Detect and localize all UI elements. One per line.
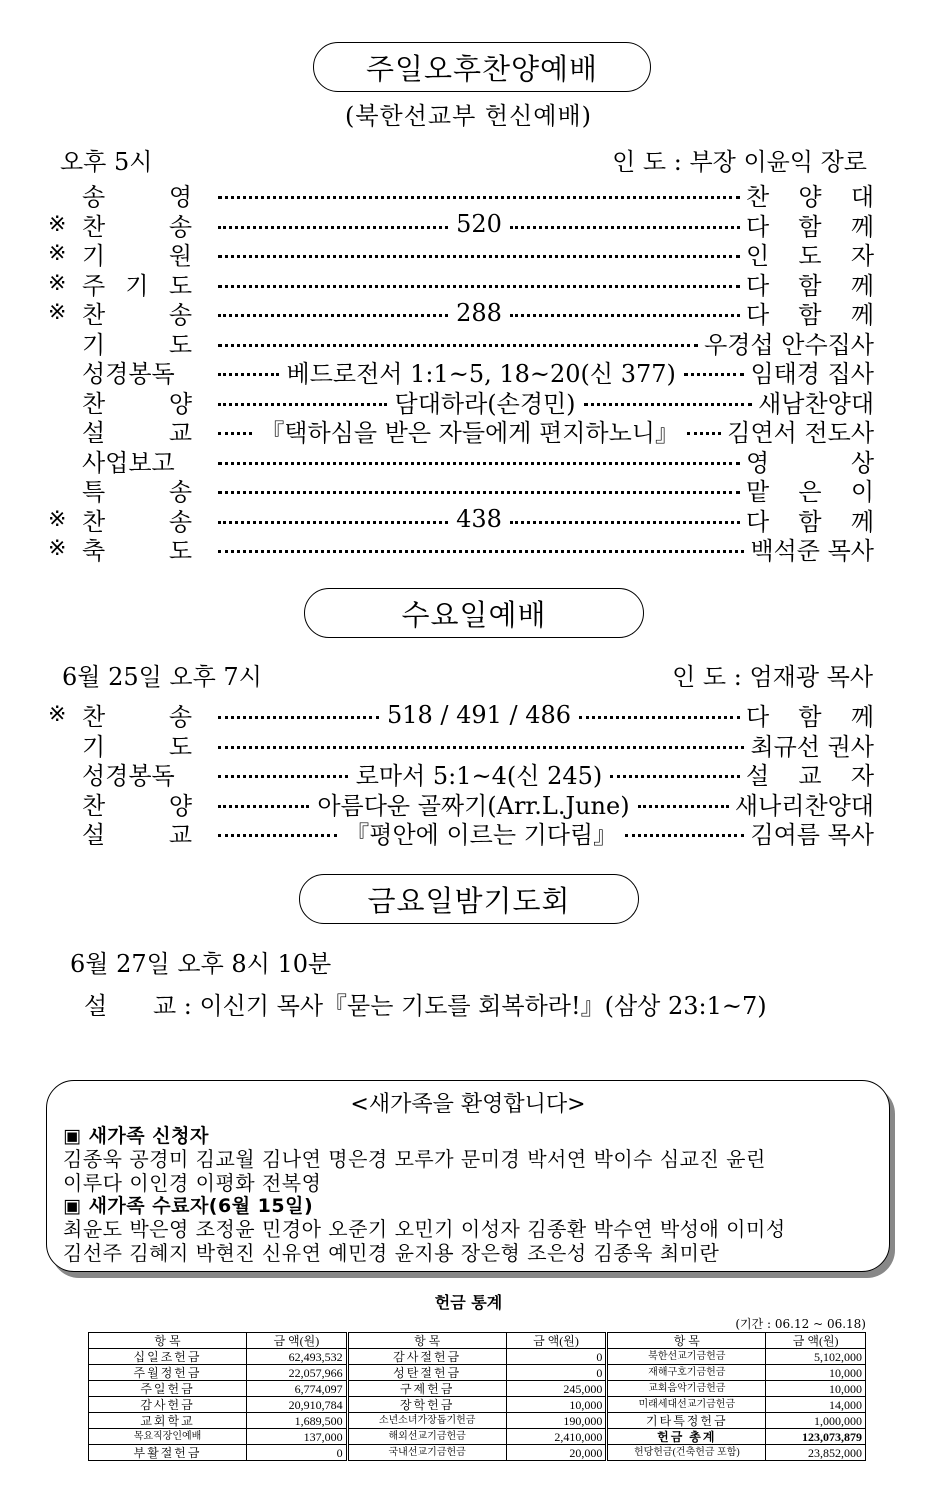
order-person-text: 설	[746, 762, 770, 790]
order-label-char: 찬	[82, 212, 106, 241]
order-detail: 『평안에 이르는 기다림』	[345, 821, 618, 849]
dot-leader	[687, 432, 721, 435]
offering-item-name: 북한선교기금헌금	[607, 1349, 766, 1365]
dot-leader	[218, 521, 448, 524]
dot-leader	[218, 226, 448, 229]
order-row	[48, 534, 874, 563]
order-label	[82, 815, 192, 850]
order-label-char: 설	[82, 821, 106, 849]
order-label-char: 찬	[82, 389, 106, 418]
order-person-text: 께	[850, 271, 874, 300]
offering-row	[89, 1365, 866, 1381]
order-leader-dots	[218, 488, 740, 491]
offering-table	[88, 1332, 866, 1461]
order-leader-dots	[218, 210, 740, 238]
wednesday-time: 6월 25일 오후 7시	[62, 663, 262, 691]
sunday-time: 오후 5시	[60, 148, 153, 176]
order-label-char: 도	[168, 537, 192, 565]
friday-service-title: 금요일밤기도회	[299, 874, 639, 924]
offering-amount: 20,910,784	[247, 1397, 348, 1413]
sunday-leader: 인 도 : 부장 이윤익 장로	[612, 148, 867, 176]
offering-row	[89, 1397, 866, 1413]
dot-leader	[218, 285, 740, 288]
new-family-box	[46, 1080, 890, 1272]
offering-amount: 1,000,000	[766, 1413, 866, 1429]
col-header: 금 액(원)	[506, 1333, 607, 1349]
order-label-char: 도	[168, 271, 192, 300]
order-leader-dots	[218, 459, 740, 462]
dot-leader	[638, 805, 729, 808]
order-row	[48, 730, 874, 759]
offering-amount: 123,073,879	[766, 1429, 866, 1445]
order-row	[48, 789, 874, 818]
order-person-text: 다	[746, 703, 770, 731]
offering-item-name: 감사헌금	[89, 1397, 247, 1413]
stand-mark: ※	[48, 270, 67, 296]
offering-amount: 0	[506, 1349, 607, 1365]
order-label-char: 송	[168, 507, 192, 536]
order-detail: 288	[456, 298, 502, 327]
order-row	[48, 700, 874, 729]
order-label-char: 양	[168, 389, 192, 418]
offering-item-name: 헌당헌금(건축헌금 포함)	[607, 1445, 766, 1461]
offering-amount: 10,000	[766, 1365, 866, 1381]
order-person-text: 자	[850, 242, 874, 270]
order-label-char: 교	[168, 821, 192, 849]
completed-line-1: 최윤도 박은영 조정윤 민경아 오준기 오민기 이성자 김종환 박수연 박성애 이미성	[63, 1217, 786, 1241]
offering-row	[89, 1413, 866, 1429]
order-row	[48, 416, 874, 445]
order-person-text: 찬	[746, 183, 770, 211]
order-person-text: 함	[798, 271, 822, 300]
order-person-text: 께	[850, 212, 874, 241]
order-person-text: 상	[850, 448, 874, 477]
order-label-char: 찬	[82, 791, 106, 820]
offering-amount: 1,689,500	[247, 1413, 348, 1429]
order-leader-dots	[218, 815, 744, 850]
dot-leader	[218, 462, 740, 465]
applicants-line-1: 김종욱 공경미 김교월 김나연 명은경 모루가 문미경 박서연 박이수 심교진 윤린	[63, 1147, 766, 1171]
order-label-char: 양	[168, 791, 192, 820]
offering-amount: 10,000	[766, 1381, 866, 1397]
offering-item-name: 십일조헌금	[89, 1349, 247, 1365]
offering-item-name: 소년소녀가장돕기헌금	[347, 1413, 506, 1429]
order-row	[48, 328, 874, 357]
dot-leader	[218, 775, 348, 778]
order-label-char: 찬	[82, 507, 106, 536]
order-person	[750, 531, 874, 566]
col-header: 금 액(원)	[766, 1333, 866, 1349]
offering-amount: 20,000	[506, 1445, 607, 1461]
order-person-text: 께	[850, 301, 874, 329]
offering-amount: 190,000	[506, 1413, 607, 1429]
dot-leader	[218, 314, 448, 317]
order-leader-dots	[218, 299, 740, 327]
order-detail: 518 / 491 / 486	[386, 700, 572, 729]
order-person-text: 대	[850, 183, 874, 211]
offering-row	[89, 1429, 866, 1445]
order-label-char: 기	[125, 271, 149, 300]
dot-leader	[218, 746, 744, 749]
applicants-line-2: 이루다 이인경 이평화 전복영	[63, 1171, 322, 1195]
order-label-char: 기	[82, 242, 106, 270]
applicants-heading: ▣ 새가족 신청자	[63, 1125, 209, 1147]
order-label-char: 송	[168, 703, 192, 731]
order-person-text: 함	[798, 212, 822, 241]
offering-amount: 5,102,000	[766, 1349, 866, 1365]
stand-mark: ※	[48, 702, 67, 727]
dot-leader	[218, 834, 337, 837]
offering-item-name: 장학헌금	[347, 1397, 506, 1413]
offering-item-name: 미래세대선교기금헌금	[607, 1397, 766, 1413]
stand-mark: ※	[48, 241, 67, 266]
order-row	[48, 298, 874, 327]
order-row	[48, 210, 874, 239]
order-leader-dots	[218, 505, 740, 533]
order-row	[48, 357, 874, 386]
dot-leader	[218, 196, 740, 199]
offering-item-name: 주월정헌금	[89, 1365, 247, 1381]
offering-amount: 137,000	[247, 1429, 348, 1445]
completed-heading: ▣ 새가족 수료자(6월 15일)	[63, 1195, 314, 1217]
offering-amount: 0	[506, 1365, 607, 1381]
order-person-text: 자	[850, 762, 874, 790]
order-person	[750, 815, 874, 850]
order-detail: 520	[456, 210, 502, 238]
order-leader-dots	[218, 743, 744, 746]
offering-amount: 245,000	[506, 1381, 607, 1397]
order-label-char: 기	[82, 330, 106, 359]
order-person-text: 함	[798, 703, 822, 731]
offering-item-name: 국내선교기금헌금	[347, 1445, 506, 1461]
offering-header-row	[89, 1333, 866, 1349]
order-person-text: 새남찬양대	[758, 389, 874, 418]
offering-item-name: 헌금 총계	[607, 1429, 766, 1445]
stand-mark: ※	[48, 211, 67, 237]
order-detail: 로마서 5:1~4(신 245)	[355, 762, 603, 790]
offering-item-name: 성탄절헌금	[347, 1365, 506, 1381]
order-person-text: 우경섭 안수집사	[704, 330, 874, 359]
offering-title: 헌금 통계	[434, 1293, 503, 1312]
order-person-text: 영	[746, 448, 770, 477]
order-leader-dots	[218, 282, 740, 285]
order-leader-dots	[218, 193, 740, 196]
sunday-service-subtitle: (북한선교부 헌신예배)	[344, 102, 592, 130]
offering-amount: 14,000	[766, 1397, 866, 1413]
order-label-char: 성경봉독	[82, 762, 175, 790]
dot-leader	[584, 403, 753, 406]
offering-item-name: 재해구호기금헌금	[607, 1365, 766, 1381]
offering-amount: 6,774,097	[247, 1381, 348, 1397]
order-person-text: 김연서 전도사	[727, 419, 874, 447]
order-label-char: 도	[168, 732, 192, 761]
order-person-text: 이	[850, 478, 874, 506]
offering-row	[89, 1381, 866, 1397]
order-label-char: 송	[82, 183, 106, 211]
stand-mark: ※	[48, 536, 67, 561]
dot-leader	[218, 432, 252, 435]
order-person-text: 다	[746, 301, 770, 329]
dot-leader	[510, 314, 740, 317]
completed-line-2: 김선주 김혜지 박현진 신유연 예민경 윤지용 장은형 조은성 김종욱 최미란	[63, 1241, 720, 1265]
order-person-text: 교	[798, 762, 822, 790]
order-person-text: 도	[798, 242, 822, 270]
order-detail: 438	[456, 505, 502, 533]
order-detail: 베드로전서 1:1~5, 18~20(신 377)	[286, 360, 676, 388]
offering-amount: 0	[247, 1445, 348, 1461]
order-row	[48, 446, 874, 475]
order-row	[48, 505, 874, 534]
offering-amount: 22,057,966	[247, 1365, 348, 1381]
order-label-char: 찬	[82, 703, 106, 731]
offering-amount: 10,000	[506, 1397, 607, 1413]
order-person-text: 함	[798, 301, 822, 329]
order-label-char: 사업보고	[82, 448, 175, 477]
order-person-text: 인	[746, 242, 770, 270]
order-person-text: 김여름 목사	[750, 821, 874, 849]
dot-leader	[610, 775, 740, 778]
order-row	[48, 239, 874, 268]
dot-leader	[218, 491, 740, 494]
order-label-char: 원	[168, 242, 192, 270]
dot-leader	[684, 373, 745, 376]
wednesday-service-title: 수요일예배	[304, 588, 644, 638]
order-leader-dots	[218, 701, 740, 729]
order-row	[48, 759, 874, 788]
order-label-char: 영	[168, 183, 192, 211]
order-label-char: 송	[168, 478, 192, 506]
col-header: 금 액(원)	[247, 1333, 348, 1349]
offering-item-name: 주일헌금	[89, 1381, 247, 1397]
order-row	[48, 269, 874, 298]
order-label-char: 도	[168, 330, 192, 359]
dot-leader	[510, 226, 740, 229]
offering-item-name: 목요직장인예배	[89, 1429, 247, 1445]
order-person-text: 께	[850, 703, 874, 731]
order-row	[48, 180, 874, 209]
order-person-text: 양	[798, 183, 822, 211]
order-leader-dots	[218, 341, 698, 344]
offering-row	[89, 1349, 866, 1365]
order-label-char: 송	[168, 212, 192, 241]
order-person-text: 다	[746, 271, 770, 300]
dot-leader	[218, 344, 698, 347]
order-label-char: 축	[82, 537, 106, 565]
order-person-text: 새나리찬양대	[734, 791, 874, 820]
sunday-service-title: 주일오후찬양예배	[313, 42, 651, 92]
order-person-text: 은	[798, 478, 822, 506]
order-label-char: 기	[82, 732, 106, 761]
stand-mark: ※	[48, 300, 67, 325]
order-leader-dots	[218, 547, 744, 550]
offering-amount: 2,410,000	[506, 1429, 607, 1445]
offering-item-name: 구제헌금	[347, 1381, 506, 1397]
order-label-char: 설	[82, 419, 106, 447]
order-person-text: 최규선 권사	[750, 732, 874, 761]
offering-item-name: 감사절헌금	[347, 1349, 506, 1365]
offering-item-name: 부활절헌금	[89, 1445, 247, 1461]
offering-row	[89, 1445, 866, 1461]
offering-amount: 23,852,000	[766, 1445, 866, 1461]
offering-item-name: 기타특정헌금	[607, 1413, 766, 1429]
new-family-title: <새가족을 환영합니다>	[350, 1092, 586, 1117]
offering-item-name: 해외선교기금헌금	[347, 1429, 506, 1445]
order-person-text: 함	[798, 507, 822, 536]
order-label-char: 성경봉독	[82, 360, 175, 388]
order-person-text: 다	[746, 507, 770, 536]
order-label-char: 주	[82, 271, 106, 300]
order-leader-dots	[218, 413, 721, 448]
order-person-text: 다	[746, 212, 770, 241]
dot-leader	[218, 550, 744, 553]
order-label-char: 교	[168, 419, 192, 447]
dot-leader	[218, 716, 379, 719]
order-row	[48, 387, 874, 416]
order-label-char: 찬	[82, 301, 106, 329]
dot-leader	[218, 805, 309, 808]
order-row	[48, 475, 874, 504]
col-header: 항 목	[89, 1333, 247, 1349]
dot-leader	[218, 255, 740, 258]
dot-leader	[579, 716, 740, 719]
offering-item-name: 교회음악기금헌금	[607, 1381, 766, 1397]
order-row	[48, 818, 874, 847]
friday-sermon: 설 교 : 이신기 목사『묻는 기도를 회복하라!』(삼상 23:1~7)	[84, 992, 767, 1020]
dot-leader	[218, 373, 279, 376]
stand-mark: ※	[48, 506, 67, 532]
order-detail: 담대하라(손경민)	[394, 389, 576, 418]
dot-leader	[510, 521, 740, 524]
col-header: 항 목	[607, 1333, 766, 1349]
dot-leader	[625, 834, 744, 837]
col-header: 항 목	[347, 1333, 506, 1349]
dot-leader	[218, 403, 387, 406]
order-person-text: 께	[850, 507, 874, 536]
friday-time: 6월 27일 오후 8시 10분	[70, 950, 332, 978]
order-person-text: 임태경 집사	[750, 360, 874, 388]
order-detail: 『택하심을 받은 자들에게 편지하노니』	[260, 419, 679, 447]
order-label-char: 송	[168, 301, 192, 329]
wednesday-leader: 인 도 : 엄재광 목사	[672, 663, 873, 691]
order-leader-dots	[218, 252, 740, 255]
order-person-text: 백석준 목사	[750, 537, 874, 565]
order-label	[82, 531, 192, 566]
offering-amount: 62,493,532	[247, 1349, 348, 1365]
offering-period: (기간 : 06.12 ~ 06.18)	[735, 1317, 866, 1331]
order-label-char: 특	[82, 478, 106, 506]
offering-item-name: 교회학교	[89, 1413, 247, 1429]
order-person-text: 맡	[746, 478, 770, 506]
order-detail: 아름다운 골짜기(Arr.L.June)	[317, 791, 630, 820]
